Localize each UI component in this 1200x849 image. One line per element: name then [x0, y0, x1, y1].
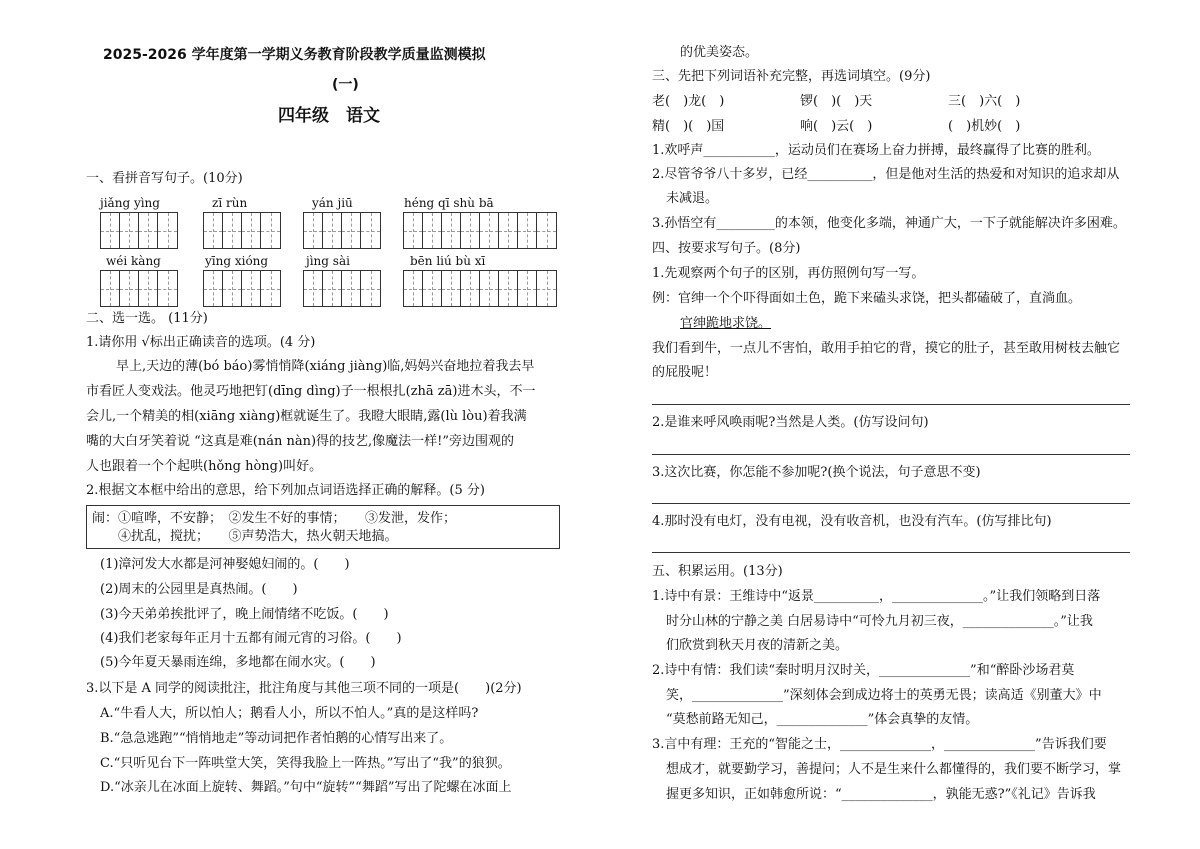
section-5-heading: 五、积累运用。(13分) — [652, 564, 783, 579]
writing-grid[interactable] — [303, 212, 381, 249]
question-2-1: 1.请你用 √标出正确读音的选项。(4 分) — [86, 335, 316, 350]
writing-grid[interactable] — [403, 270, 557, 307]
passage-line: 市看匠人变戏法。他灵巧地把钉(dīng dìng)子一根根扎(zhā zā)进木头，不一 — [86, 384, 536, 399]
fill-sentence: 3.孙悟空有_________的本领，他变化多端，神通广大，一下子就能解决许多困难。 — [652, 216, 1126, 231]
choice-item: (5)今年夏天暴雨连绵，多地都在闹水灾。( ) — [100, 655, 376, 670]
poem-line: 1.诗中有景：王维诗中“返景__________，______________。”让我们领略到日落 — [652, 589, 1101, 604]
exam-title: 2025-2026 学年度第一学期义务教育阶段教学质量监测模拟 — [103, 47, 486, 63]
answer-line[interactable] — [652, 454, 1130, 455]
pinyin-3: yán jiū — [312, 196, 353, 210]
writing-grid[interactable] — [403, 212, 557, 249]
question-4-1: 1.先观察两个句子的区别，再仿照例句写一写。 — [652, 266, 925, 281]
poem-line: “莫愁前路无知己，______________”体会真挚的友情。 — [666, 712, 979, 727]
pinyin-6: yīng xióng — [205, 254, 269, 268]
fill-sentence: 2.尽管爷爷八十多岁，已经__________，但是他对生活的热爱和对知识的追求却从 — [652, 167, 1120, 182]
idiom-blank: 响( )云( ) — [800, 119, 873, 134]
question-4-4: 4.那时没有电灯，没有电视，没有收音机，也没有汽车。(仿写排比句) — [652, 514, 1052, 529]
pinyin-1: jiǎng yìng — [100, 196, 160, 210]
writing-grid[interactable] — [303, 270, 381, 307]
question-4-2: 2.是谁来呼风唤雨呢?当然是人类。(仿写设问句) — [652, 415, 929, 430]
writing-grid[interactable] — [203, 212, 281, 249]
passage-line: 会儿,一个精美的相(xiāng xiàng)框就诞生了。我瞪大眼睛,露(lù lòu)着我满 — [86, 409, 527, 424]
idiom-blank: 老( )龙( ) — [652, 94, 725, 109]
writing-grid[interactable] — [203, 270, 281, 307]
pinyin-7: jìng sài — [306, 254, 350, 268]
choice-item: (1)漳河发大水都是河神娶媳妇闹的。( ) — [100, 557, 350, 572]
answer-line[interactable] — [652, 552, 1130, 553]
idiom-blank: 三( )六( ) — [948, 94, 1021, 109]
passage-line: 早上,天边的薄(bó báo)雾悄悄降(xiáng jiàng)临,妈妈兴奋地拉着我去早 — [116, 359, 535, 374]
answer-line[interactable] — [652, 404, 1130, 405]
passage-line: 我们看到牛，一点儿不害怕，敢用手拍它的背，摸它的肚子，甚至敢用树枝去触它 — [652, 341, 1121, 356]
passage-line: 人也跟着一个个起哄(hǒng hòng)叫好。 — [86, 459, 323, 474]
option-d: D.“冰亲儿在冰面上旋转、舞蹈。”句中“旋转”“舞蹈”写出了陀螺在冰面上 — [100, 780, 512, 795]
option-c: C.“只听见台下一阵哄堂大笑，笑得我脸上一阵热。”写出了“我”的狼狈。 — [100, 756, 511, 771]
question-4-3: 3.这次比赛，你怎能不参加呢?(换个说法，句子意思不变) — [652, 465, 981, 480]
definition-line: ④扰乱，搅扰； ⑤声势浩大，热火朝天地搞。 — [118, 529, 398, 544]
section-1-heading: 一、看拼音写句子。(10分) — [86, 171, 243, 186]
grade-subject: 四年级 语文 — [278, 106, 380, 126]
poem-line: 们欣赏到秋天月夜的清新之美。 — [666, 638, 849, 653]
choice-item: (4)我们老家每年正月十五都有闹元宵的习俗。( ) — [100, 631, 402, 646]
question-2-2: 2.根据文本框中给出的意思，给下列加点词语选择正确的解释。(5 分) — [86, 483, 485, 498]
section-2-heading: 二、选一选。 (11分) — [86, 311, 208, 326]
poem-line: 2.诗中有情：我们读“秦时明月汉时关，______________”和“醉卧沙场君莫 — [652, 663, 1075, 678]
continuation-text: 的优美姿态。 — [680, 45, 759, 60]
option-b: B.“急急逃跑”“悄悄地走”等动词把作者怕鹅的心情写出来了。 — [100, 731, 453, 746]
pinyin-8: bēn liú bù xī — [410, 254, 486, 268]
option-a: A.“牛看人大，所以怕人；鹅看人小，所以不怕人。”真的是这样吗? — [100, 706, 479, 721]
idiom-blank: ( )机妙( ) — [948, 119, 1021, 134]
pinyin-4: héng qī shù bā — [404, 196, 494, 210]
fill-sentence: 未减退。 — [666, 191, 719, 206]
poem-line: 3.言中有理：王充的“智能之士，______________，______________”告诉我们要 — [652, 737, 1107, 752]
pinyin-5: wéi kàng — [106, 254, 161, 268]
idiom-blank: 锣( )( )天 — [800, 94, 873, 109]
passage-line: 嘴的大白牙笑着说 “这真是难(nán nàn)得的技艺,像魔法一样!”旁边围观的 — [86, 434, 515, 449]
example-sentence: 例：官绅一个个吓得面如土色，跪下来磕头求饶，把头都磕破了，直淌血。 — [652, 291, 1082, 306]
choice-item: (2)周末的公园里是真热闹。( ) — [100, 582, 298, 597]
passage-line: 的屁股呢！ — [652, 365, 718, 380]
fill-sentence: 1.欢呼声___________，运动员们在赛场上奋力拼搏，最终赢得了比赛的胜利。 — [652, 143, 1100, 158]
writing-grid[interactable] — [100, 212, 178, 249]
idiom-blank: 精( )( )国 — [652, 119, 725, 134]
poem-line: 想成才，就要勤学习，善提问；人不是生来什么都懂得的，我们要不断学习，掌 — [666, 762, 1122, 777]
poem-line: 时分山林的宁静之美 白居易诗中“可怜九月初三夜，______________。”让我 — [666, 614, 1093, 629]
example-answer: 官绅跪地求饶。 — [680, 316, 772, 331]
writing-grid[interactable] — [100, 270, 178, 307]
section-4-heading: 四、按要求写句子。(8分) — [652, 241, 801, 256]
question-2-3: 3.以下是 A 同学的阅读批注，批注角度与其他三项不同的一项是( )(2分) — [86, 681, 522, 696]
pinyin-2: zī rùn — [212, 196, 248, 210]
poem-line: 握更多知识，正如韩愈所说：“______________，孰能无惑?”《礼记》告诉我 — [666, 787, 1096, 802]
choice-item: (3)今天弟弟挨批评了，晚上闹情绪不吃饭。( ) — [100, 607, 389, 622]
definition-line: 闹：①喧哗，不安静； ②发生不好的事情； ③发泄，发作； — [92, 511, 457, 526]
section-3-heading: 三、先把下列词语补充完整，再选词填空。(9分) — [652, 69, 931, 84]
exam-subtitle: (一) — [332, 77, 359, 93]
poem-line: 笑，______________”深刻体会到成边将士的英勇无畏；读高适《别董大》中 — [666, 688, 1102, 703]
answer-line[interactable] — [652, 503, 1130, 504]
